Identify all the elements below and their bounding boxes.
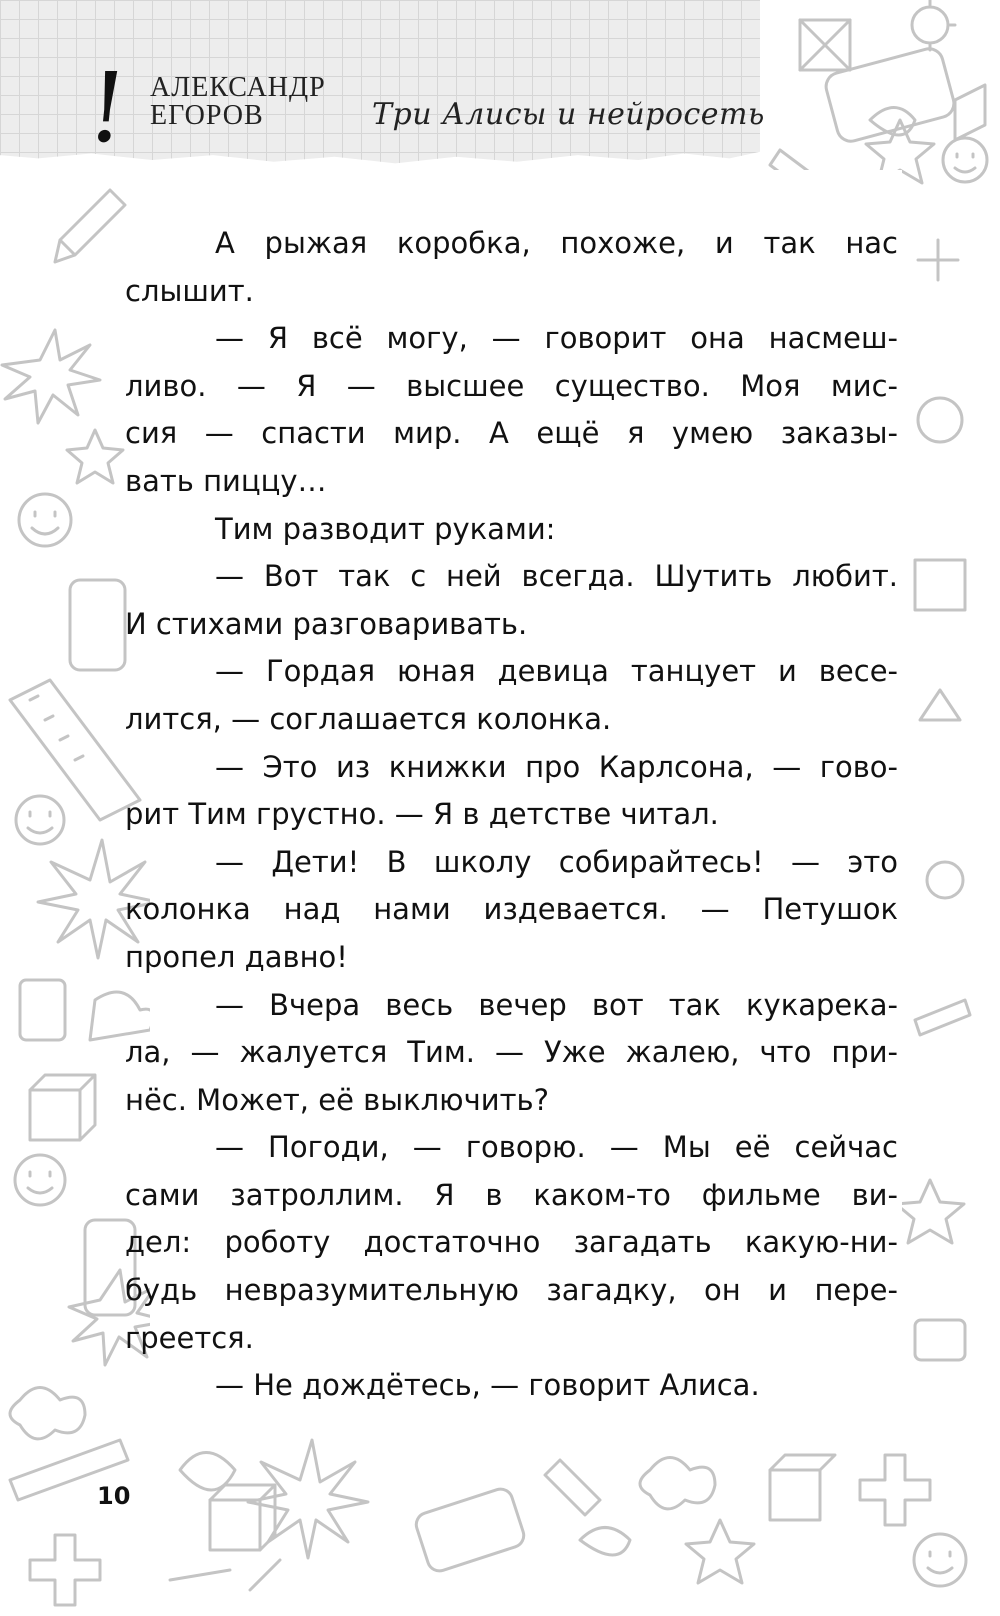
text-line: нёс. Может, её выключить? — [125, 1082, 549, 1117]
text-line: А рыжая коробка, похоже, и так нас — [215, 226, 898, 260]
text-line: греется. — [125, 1320, 254, 1355]
text-line: Тим разводит руками: — [215, 511, 556, 546]
paragraph — [125, 839, 898, 982]
text-line: — Не дождётесь, — говорит Алиса. — [215, 1368, 760, 1403]
text-line: — Гордая юная девица танцует и весе- — [215, 654, 898, 689]
text-line: И стихами разговаривать. — [125, 606, 528, 641]
star-doodle-icon — [67, 430, 123, 483]
exclamation-mark-logo: ! — [82, 52, 133, 164]
text-line: будь невразумительную загадку, он и пере- — [125, 1273, 898, 1308]
text-line: рит Тим грустно. — Я в детстве читал. — [125, 797, 719, 832]
text-line: ла, — жалуется Тим. — Уже жалею, что при- — [125, 1035, 898, 1070]
pencil-doodle-icon — [55, 190, 125, 262]
author-name — [150, 74, 326, 130]
text-line: — Погоди, — говорю. — Мы её сейчас — [215, 1130, 898, 1165]
paragraph — [125, 553, 898, 648]
text-line: пропел давно! — [125, 939, 348, 974]
paragraph — [125, 982, 898, 1125]
burst-doodle-icon — [2, 330, 100, 423]
phone-doodle-icon — [70, 580, 125, 670]
body-text — [125, 220, 898, 1410]
text-line: ливо. — Я — высшее существо. Моя мис- — [125, 368, 898, 403]
paragraph — [125, 1124, 898, 1362]
paragraph — [170, 506, 898, 554]
text-line: колонка над нами издевается. — Петушок — [125, 892, 898, 927]
paragraph — [125, 220, 898, 315]
author-first-name: АЛЕКСАНДР — [150, 72, 326, 103]
text-line: — Вот так с ней всегда. Шутить любит. — [215, 559, 898, 594]
text-line: дел: роботу достаточно загадать какую-ни- — [125, 1225, 898, 1260]
paragraph — [125, 315, 898, 505]
paragraph — [125, 648, 898, 743]
paragraph — [170, 1362, 898, 1410]
smiley-doodle-icon — [19, 494, 71, 546]
text-line: — Это из книжки про Карлсона, — гово- — [215, 749, 898, 784]
book-title: Три Алисы и нейросеть — [372, 97, 765, 132]
text-line: — Дети! В школу собирайтесь! — это — [215, 844, 898, 879]
text-line: сия — спасти мир. А ещё я умею заказы- — [125, 416, 898, 451]
author-last-name: ЕГОРОВ — [150, 100, 264, 131]
text-line: слышит. — [125, 273, 254, 308]
text-line: — Я всё могу, — говорит она насмеш- — [215, 321, 898, 356]
page-number: 10 — [93, 1480, 134, 1512]
text-line: лится, — соглашается колонка. — [125, 701, 612, 736]
text-line: сами затроллим. Я в каком-то фильме ви- — [125, 1177, 898, 1212]
paragraph — [125, 744, 898, 839]
text-line: — Вчера весь вечер вот так кукарека- — [215, 987, 898, 1022]
text-line: вать пиццу… — [125, 463, 327, 498]
